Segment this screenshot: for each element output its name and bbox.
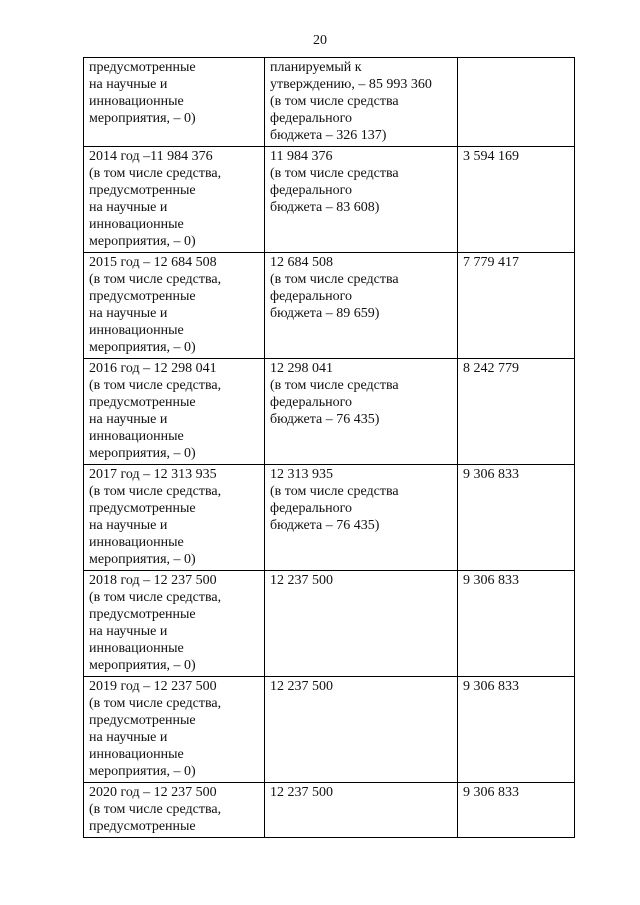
- table-row: [84, 359, 575, 465]
- table-cell-total: планируемый к утверждению, – 85 993 360 (в том числе средства федерального бюджета – 326 137): [265, 58, 458, 147]
- table-cell-period: 2014 год –11 984 376 (в том числе средства, предусмотренные на научные и инновационные мероприятия, – 0): [84, 147, 265, 253]
- table-row: [84, 253, 575, 359]
- table-cell-period: 2020 год – 12 237 500 (в том числе средства, предусмотренные: [84, 783, 265, 838]
- table-cell-total: 12 313 935 (в том числе средства федерального бюджета – 76 435): [265, 465, 458, 571]
- table-cell-period: 2018 год – 12 237 500 (в том числе средства, предусмотренные на научные и инновационные мероприятия, – 0): [84, 571, 265, 677]
- table-cell-extra: 9 306 833: [458, 465, 575, 571]
- table-cell-extra: 8 242 779: [458, 359, 575, 465]
- table-cell-total: 12 237 500: [265, 783, 458, 838]
- table-cell-extra: 9 306 833: [458, 677, 575, 783]
- table-cell-total: 12 237 500: [265, 677, 458, 783]
- table-cell-extra: 9 306 833: [458, 783, 575, 838]
- table-cell-total: 11 984 376 (в том числе средства федерального бюджета – 83 608): [265, 147, 458, 253]
- table-cell-total: 12 298 041 (в том числе средства федерального бюджета – 76 435): [265, 359, 458, 465]
- table-cell-period: 2019 год – 12 237 500 (в том числе средства, предусмотренные на научные и инновационные мероприятия, – 0): [84, 677, 265, 783]
- table-row: [84, 783, 575, 838]
- table-cell-period: 2017 год – 12 313 935 (в том числе средства, предусмотренные на научные и инновационные мероприятия, – 0): [84, 465, 265, 571]
- table-row: [84, 58, 575, 147]
- table-row: [84, 147, 575, 253]
- table-row: [84, 571, 575, 677]
- table-cell-extra: 3 594 169: [458, 147, 575, 253]
- table-cell-period: 2015 год – 12 684 508 (в том числе средства, предусмотренные на научные и инновационные мероприятия, – 0): [84, 253, 265, 359]
- budget-table: [83, 57, 575, 838]
- table-cell-period: предусмотренные на научные и инновационные мероприятия, – 0): [84, 58, 265, 147]
- page-number: 20: [313, 33, 327, 48]
- table-cell-period: 2016 год – 12 298 041 (в том числе средства, предусмотренные на научные и инновационные мероприятия, – 0): [84, 359, 265, 465]
- table-cell-extra: 7 779 417: [458, 253, 575, 359]
- table-row: [84, 465, 575, 571]
- table-cell-extra: 9 306 833: [458, 571, 575, 677]
- table-cell-total: 12 684 508 (в том числе средства федерального бюджета – 89 659): [265, 253, 458, 359]
- table-cell-total: 12 237 500: [265, 571, 458, 677]
- table-cell-extra: [458, 58, 575, 147]
- table-row: [84, 677, 575, 783]
